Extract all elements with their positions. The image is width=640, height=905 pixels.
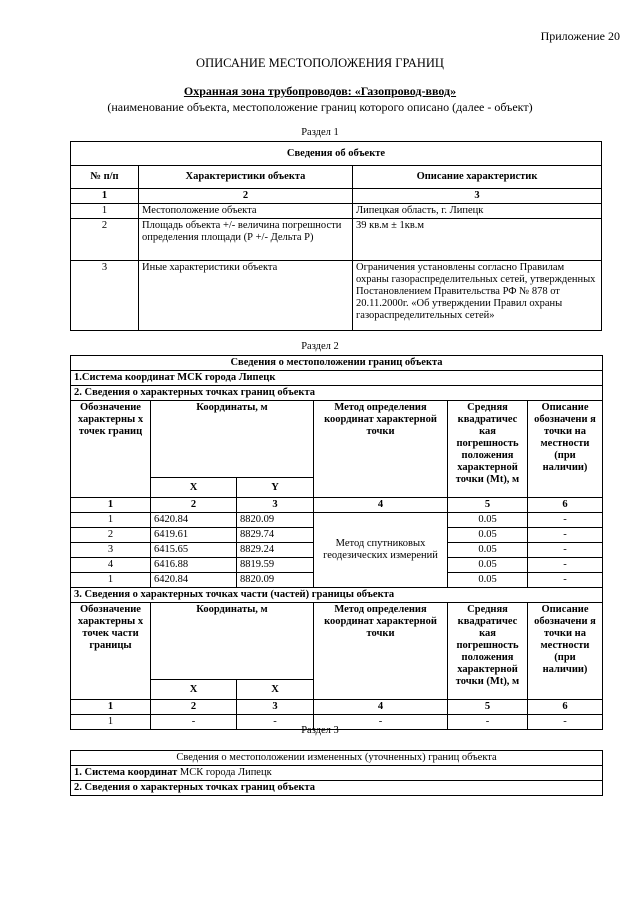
col-num: 5 xyxy=(448,498,528,513)
point-number: 4 xyxy=(71,558,151,573)
point-number: 2 xyxy=(71,528,151,543)
point-y: 8820.09 xyxy=(237,573,314,588)
col-header-error: Средняя квадратичес кая погрешность положения характерной точки (Mt), м xyxy=(448,401,528,498)
col-num: 4 xyxy=(314,700,448,715)
point-x: 6420.84 xyxy=(151,573,237,588)
section-2-caption: Раздел 2 xyxy=(301,341,339,352)
coordinate-system-value: МСК города Липецк xyxy=(177,767,272,778)
row-number: 2 xyxy=(71,219,139,261)
col-num: 3 xyxy=(237,498,314,513)
col-header-method: Метод определения координат характерной точки xyxy=(314,401,448,498)
point-error: 0.05 xyxy=(448,573,528,588)
point-number: 1 xyxy=(71,573,151,588)
table-row xyxy=(71,219,602,261)
boundary-header: Сведения о местоположении границ объекта xyxy=(71,356,603,371)
point-y: - xyxy=(237,715,314,730)
object-info-header: Сведения об объекте xyxy=(71,142,602,166)
col-header-error: Средняя квадратичес кая погрешность положения характерной точки (Mt), м xyxy=(448,603,528,700)
boundary-location-table xyxy=(70,355,603,730)
changed-boundary-table xyxy=(70,750,603,796)
col-header-coordinates: Координаты, м xyxy=(151,401,314,478)
col-header-point: Обозначение характерны х точек границ xyxy=(71,401,151,498)
point-number: 3 xyxy=(71,543,151,558)
coordinate-system: 1.Система координат МСК города Липецк xyxy=(71,371,603,386)
col-header-y: X xyxy=(237,680,314,700)
point-error: 0.05 xyxy=(448,543,528,558)
col-header-num: № п/п xyxy=(71,166,139,189)
col-num: 3 xyxy=(237,700,314,715)
col-header-characteristic: Характеристики объекта xyxy=(139,166,353,189)
characteristic-name: Площадь объекта +/- величина погрешности определения площади (Р +/- Дельта Р) xyxy=(139,219,353,261)
point-x: 6416.88 xyxy=(151,558,237,573)
object-name xyxy=(0,84,640,99)
method-cell: Метод спутниковых геодезических измерений xyxy=(314,513,448,588)
col-header-x: X xyxy=(151,680,237,700)
point-x: 6419.61 xyxy=(151,528,237,543)
table-row xyxy=(71,513,603,528)
table-row xyxy=(71,261,602,331)
col-num: 3 xyxy=(353,189,602,204)
point-y: 8829.74 xyxy=(237,528,314,543)
row-number: 1 xyxy=(71,204,139,219)
points-subheader: 2. Сведения о характерных точках границ объекта xyxy=(71,386,603,401)
coordinate-system-label: 1. Система координат xyxy=(74,767,178,778)
col-header-x: X xyxy=(151,478,237,498)
characteristic-value: 39 кв.м ± 1кв.м xyxy=(353,219,602,261)
coordinate-system xyxy=(71,766,603,781)
col-num: 2 xyxy=(151,498,237,513)
point-error: 0.05 xyxy=(448,558,528,573)
point-description: - xyxy=(528,543,603,558)
object-name-text: Охранная зона трубопроводов: «Газопровод-ввод» xyxy=(183,84,457,98)
col-num: 5 xyxy=(448,700,528,715)
point-description: - xyxy=(528,513,603,528)
table-row xyxy=(71,204,602,219)
method-cell: - xyxy=(314,715,448,730)
point-x: 6420.84 xyxy=(151,513,237,528)
col-num: 4 xyxy=(314,498,448,513)
col-header-point-desc: Описание обозначени я точки на местности (при наличии) xyxy=(528,603,603,700)
changed-boundary-header: Сведения о местоположении измененных (уточненных) границ объекта xyxy=(71,751,603,766)
point-description: - xyxy=(528,573,603,588)
characteristic-name: Местоположение объекта xyxy=(139,204,353,219)
point-y: 8820.09 xyxy=(237,513,314,528)
col-num: 2 xyxy=(151,700,237,715)
point-x: - xyxy=(151,715,237,730)
col-num: 6 xyxy=(528,498,603,513)
characteristic-name: Иные характеристики объекта xyxy=(139,261,353,331)
point-number: 1 xyxy=(71,715,151,730)
point-description: - xyxy=(528,558,603,573)
characteristic-value: Ограничения установлены согласно Правилам охраны газораспределительных сетей, утвержденных Постановлением Правительства РФ № 878 от 20.11.2000г. «Об утверждении Правил охраны газораспределительных сетей» xyxy=(353,261,602,331)
section-3-caption: Раздел 3 xyxy=(301,725,339,736)
point-number: 1 xyxy=(71,513,151,528)
row-number: 3 xyxy=(71,261,139,331)
point-description: - xyxy=(528,528,603,543)
col-header-y: Y xyxy=(237,478,314,498)
col-header-part-point: Обозначение характерны х точек части границы xyxy=(71,603,151,700)
col-header-method: Метод определения координат характерной точки xyxy=(314,603,448,700)
section-1-caption: Раздел 1 xyxy=(301,127,339,138)
characteristic-value: Липецкая область, г. Липецк xyxy=(353,204,602,219)
col-header-coordinates: Координаты, м xyxy=(151,603,314,680)
point-error: 0.05 xyxy=(448,528,528,543)
point-x: 6415.65 xyxy=(151,543,237,558)
col-num: 1 xyxy=(71,700,151,715)
object-name-caption: (наименование объекта, местоположение границ которого описано (далее - объект) xyxy=(107,100,533,114)
col-num: 1 xyxy=(71,498,151,513)
col-header-point-desc: Описание обозначени я точки на местности (при наличии) xyxy=(528,401,603,498)
col-num: 6 xyxy=(528,700,603,715)
col-num: 1 xyxy=(71,189,139,204)
point-y: 8829.24 xyxy=(237,543,314,558)
points-subheader: 2. Сведения о характерных точках границ объекта xyxy=(71,781,603,796)
point-error: 0.05 xyxy=(448,513,528,528)
point-description: - xyxy=(528,715,603,730)
object-info-table xyxy=(70,141,602,331)
point-error: - xyxy=(448,715,528,730)
col-num: 2 xyxy=(139,189,353,204)
point-y: 8819.59 xyxy=(237,558,314,573)
document-title: ОПИСАНИЕ МЕСТОПОЛОЖЕНИЯ ГРАНИЦ xyxy=(196,56,444,70)
appendix-number: Приложение 20 xyxy=(540,29,620,43)
col-header-description: Описание характеристик xyxy=(353,166,602,189)
part-points-subheader: 3. Сведения о характерных точках части (частей) границы объекта xyxy=(71,588,603,603)
